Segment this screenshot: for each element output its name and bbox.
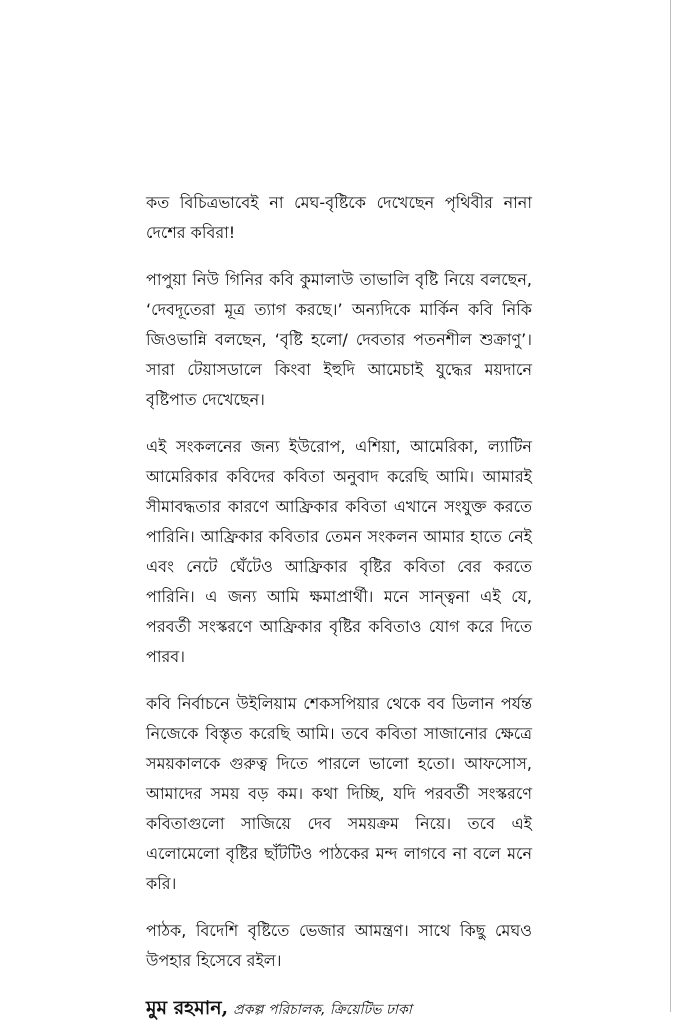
signature	[146, 993, 532, 1025]
signature-role: প্রকল্প পরিচালক, ক্রিয়েটিভ ঢাকা	[233, 1002, 412, 1018]
paragraph-anthology-scope: এই সংকলনের জন্য ইউরোপ, এশিয়া, আমেরিকা, ল্যাটিন আমেরিকার কবিদের কবিতা অনুবাদ করেছি আমি। আমারই সীমাবদ্ধতার কারণে আফ্রিকার কবিতা এখানে সংযুক্ত করতে পারিনি। আফ্রিকার কবিতার তেমন সংকলন আমার হাতে নেই এবং নেটে ঘেঁটেও আফ্রিকার বৃষ্টির কবিতা বের করতে পারিনি। এ জন্য আমি ক্ষমাপ্রার্থী। মনে সান্ত্বনা এই যে, পরবর্তী সংস্করণে আফ্রিকার বৃষ্টির কবিতাও যোগ করে দিতে পারব।	[146, 437, 532, 666]
paragraph-intro: কত বিচিত্রভাবেই না মেঘ-বৃষ্টিকে দেখেছেন পৃথিবীর নানা দেশের কবিরা!	[146, 193, 532, 242]
page-edge-line	[670, 0, 671, 1012]
paragraph-poets-views: পাপুয়া নিউ গিনির কবি কুমালাউ তাভালি বৃষ্টি নিয়ে বলছেন, ‘দেবদূতেরা মূত্র ত্যাগ করছে।’ অন্যদিকে মার্কিন কবি নিকি জিওভান্নি বলছেন, ‘বৃষ্টি হলো/ দেবতার পতনশীল শুক্রাণু’। সারা টেয়াসডালে কিংবা ইহুদি আমেচাই যুদ্ধের ময়দানে বৃষ্টিপাত দেখেছেন।	[146, 270, 532, 409]
signature-name: মুম রহমান,	[146, 997, 229, 1019]
paragraph-invitation: পাঠক, বিদেশি বৃষ্টিতে ভেজার আমন্ত্রণ। সাথে কিছু মেঘও উপহার হিসেবে রইল।	[146, 921, 532, 970]
paragraph-poet-selection: কবি নির্বাচনে উইলিয়াম শেকসপিয়ার থেকে বব ডিলান পর্যন্ত নিজেকে বিস্তৃত করেছি আমি। তবে কবিতা সাজানোর ক্ষেত্রে সময়কালকে গুরুত্ব দিতে পারলে ভালো হতো। আফসোস, আমাদের সময় বড় কম। কথা দিচ্ছি, যদি পরবর্তী সংস্করণে কবিতাগুলো সাজিয়ে দেব সময়ক্রম নিয়ে। তবে এই এলোমেলো বৃষ্টির ছাঁটটিও পাঠকের মন্দ লাগবে না বলে মনে করি।	[146, 694, 532, 893]
document-page	[146, 188, 532, 1025]
